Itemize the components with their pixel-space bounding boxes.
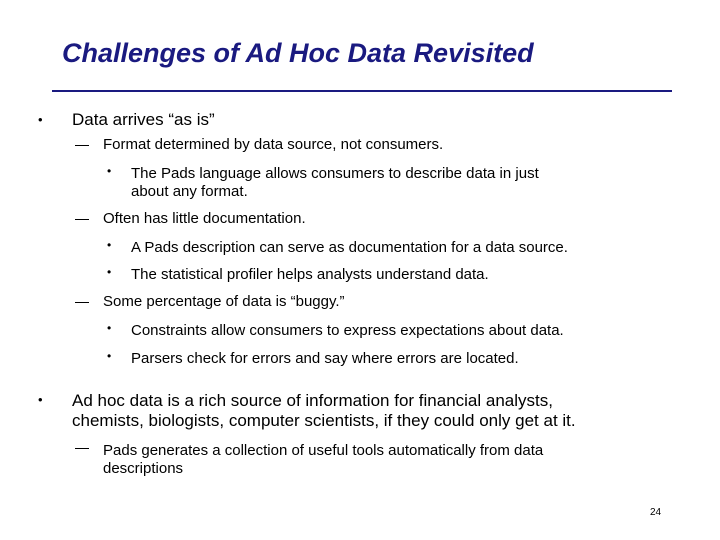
sub-1-2-text: Often has little documentation. [103,210,306,227]
dash-1-1 [75,145,89,146]
bullet-dot-1-1-1: • [107,164,112,178]
sub-1-3-2-line-1: Parsers check for errors and say where errors are located. [131,350,519,367]
sub-1-2-2-line-1: The statistical profiler helps analysts understand data. [131,266,489,283]
sub-1-3-1-line-1: Constraints allow consumers to express expectations about data. [131,322,564,339]
bullet-2-line-2: chemists, biologists, computer scientists, if they could only get at it. [72,411,576,430]
bullet-dot-1-3-1: • [107,321,112,335]
bullet-dot-1-2-1: • [107,238,112,252]
dash-2-1 [75,448,89,449]
title-divider [52,90,672,92]
bullet-dot-2: • [38,392,43,407]
sub-1-1-1-line-1: The Pads language allows consumers to describe data in just [131,165,539,182]
bullet-2-line-1: Ad hoc data is a rich source of information for financial analysts, [72,391,553,410]
sub-1-3-text: Some percentage of data is “buggy.” [103,293,345,310]
bullet-dot-1-3-2: • [107,349,112,363]
dash-1-2 [75,219,89,220]
bullet-dot-1-2-2: • [107,265,112,279]
slide-title: Challenges of Ad Hoc Data Revisited [62,38,534,68]
sub-2-1-line-2: descriptions [103,460,184,477]
sub-1-2-1-line-1: A Pads description can serve as documentation for a data source. [131,239,568,256]
sub-1-1-1-line-2: about any format. [131,183,248,200]
sub-1-1-text: Format determined by data source, not consumers. [103,136,444,153]
sub-2-1-line-1: Pads generates a collection of useful tools automatically from data [103,442,544,459]
bullet-dot-1: • [38,112,43,127]
dash-1-3 [75,302,89,303]
page-number: 24 [650,507,662,518]
bullet-1-text: Data arrives “as is” [72,110,215,129]
